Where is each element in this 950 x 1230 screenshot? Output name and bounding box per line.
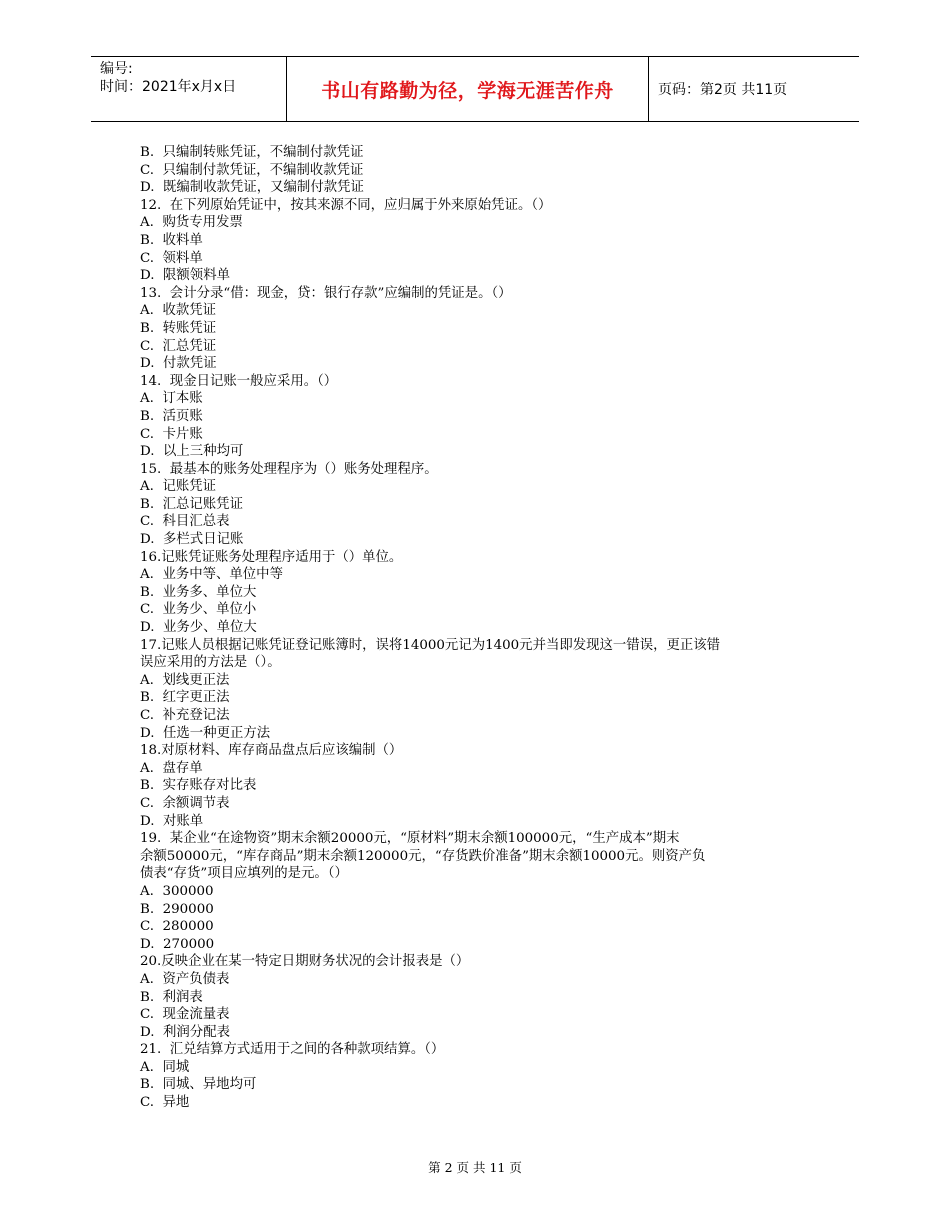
option-line: B. 汇总记账凭证 (140, 496, 243, 512)
option-line: C. 现金流量表 (140, 1007, 230, 1023)
option-line: C. 科目汇总表 (140, 514, 230, 530)
page-info: 页码：第2页 共11页 (658, 82, 788, 98)
option-line: D. 限额领料单 (140, 268, 230, 284)
header-meta-cell (91, 57, 287, 121)
option-line: B. 业务多、单位大 (140, 584, 257, 600)
question-line: 16.记账凭证账务处理程序适用于（）单位。 (140, 549, 403, 565)
option-line: B. 红字更正法 (140, 690, 230, 706)
option-line: B. 收料单 (140, 232, 203, 248)
option-line: D. 利润分配表 (140, 1024, 230, 1040)
option-line: A. 记账凭证 (140, 479, 217, 495)
number-label: 编号: (100, 61, 133, 77)
option-line: A. 同城 (140, 1059, 190, 1075)
question-line: 14. 现金日记账一般应采用。（） (140, 373, 338, 389)
option-line: C. 异地 (140, 1095, 190, 1111)
motto-text: 书山有路勤为径，学海无涯苦作舟 (321, 79, 614, 102)
option-line: C. 余额调节表 (140, 795, 230, 811)
option-line: B. 实存账存对比表 (140, 778, 257, 794)
option-line: 债表“存货”项目应填列的是元。（） (140, 866, 348, 882)
header-motto-cell (287, 57, 649, 121)
option-line: C. 卡片账 (140, 426, 203, 442)
option-line: A. 业务中等、单位中等 (140, 567, 283, 583)
option-line: D. 付款凭证 (140, 356, 217, 372)
option-line: A. 盘存单 (140, 760, 203, 776)
time-label: 时间：2021年x月x日 (100, 79, 237, 95)
option-line: C. 补充登记法 (140, 708, 230, 723)
option-line: D. 既编制收款凭证，又编制付款凭证 (140, 180, 364, 196)
question-line: 21. 汇兑结算方式适用于之间的各种款项结算。（） (140, 1042, 445, 1058)
header-page-cell (649, 57, 859, 121)
option-line: A. 资产负债表 (140, 971, 230, 987)
question-line: 18.对原材料、库存商品盘点后应该编制（） (140, 743, 403, 759)
question-line: 20.反映企业在某一特定日期财务状况的会计报表是（） (140, 954, 470, 970)
option-line: C. 领料单 (140, 250, 203, 266)
option-line: C. 业务少、单位小 (140, 602, 257, 618)
question-line: 15. 最基本的账务处理程序为（）账务处理程序。 (140, 461, 438, 477)
question-line: 13. 会计分录“借：现金，贷：银行存款”应编制的凭证是。（） (140, 285, 512, 301)
option-line: D. 业务少、单位大 (140, 620, 257, 636)
page-footer (0, 1158, 950, 1176)
option-line: A. 购货专用发票 (140, 215, 243, 231)
option-line: A. 收款凭证 (140, 303, 217, 319)
option-line: D. 任选一种更正方法 (140, 725, 271, 741)
option-line: B. 转账凭证 (140, 320, 217, 336)
option-line: C. 280000 (140, 919, 214, 935)
option-line: A. 划线更正法 (140, 672, 230, 688)
option-line: A. 300000 (140, 883, 214, 899)
question-line: 12. 在下列原始凭证中，按其来源不同，应归属于外来原始凭证。（） (140, 197, 552, 213)
option-line: D. 以上三种均可 (140, 444, 244, 460)
document-header (91, 56, 859, 122)
option-line: D. 270000 (140, 936, 215, 952)
option-line: B. 只编制转账凭证，不编制付款凭证 (140, 145, 364, 160)
option-line: B. 利润表 (140, 989, 203, 1005)
option-line: B. 290000 (140, 901, 214, 917)
option-line: B. 活页账 (140, 408, 203, 424)
option-line: 误应采用的方法是（）。 (140, 655, 281, 671)
question-line: 17.记账人员根据记账凭证登记账簿时，误将14000元记为1400元并当即发现这一错误，更正该错 (140, 637, 721, 653)
option-line: D. 多栏式日记账 (140, 532, 244, 548)
option-line: D. 对账单 (140, 813, 204, 829)
option-line: B. 同城、异地均可 (140, 1077, 257, 1093)
footer-page-number: 第 2 页 共 11 页 (428, 1160, 522, 1175)
option-line: A. 订本账 (140, 391, 203, 407)
option-line: C. 只编制付款凭证，不编制收款凭证 (140, 162, 364, 178)
option-line: 余额50000元，“库存商品”期末余额120000元，“存货跌价准备”期末余额10000元。则资产负 (140, 848, 706, 864)
document-body (140, 144, 820, 1112)
option-line: C. 汇总凭证 (140, 338, 217, 354)
question-line: 19. 某企业“在途物资”期末余额20000元，“原材料”期末余额100000元，“生产成本”期末 (140, 831, 680, 847)
